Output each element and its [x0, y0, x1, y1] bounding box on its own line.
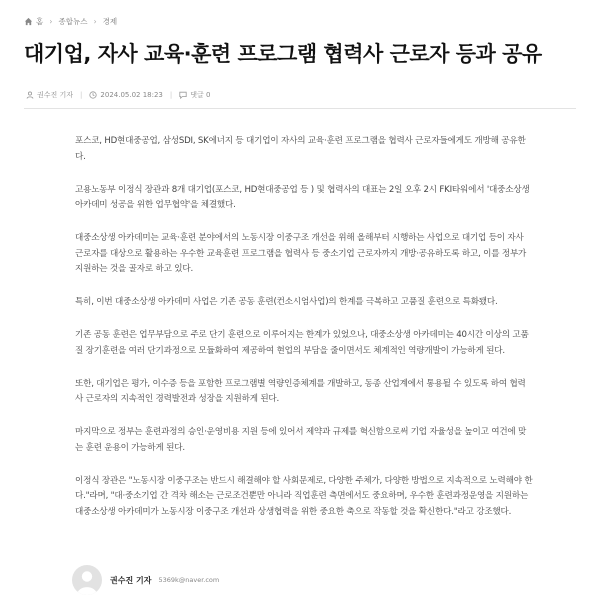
comment-count[interactable]: 댓글 0: [190, 91, 211, 99]
author-name[interactable]: 권수진 기자: [37, 91, 74, 99]
comment-icon: [179, 91, 187, 99]
article-paragraph: 기존 공동 훈련은 업무부담으로 주로 단기 훈련으로 이루어지는 한계가 있었으나, 대중소상생 아카데미는 40시간 이상의 고품질 장기훈련을 여러 단기과정으로 모듈화하여 제공하여 현업의 부담을 줄이면서도 체계적인 역량개발이 가능하게 된다.: [75, 330, 529, 356]
breadcrumb-home-link[interactable]: 홈: [36, 16, 44, 26]
publish-date: 2024.05.02 18:23: [100, 91, 163, 99]
article-meta: [26, 90, 210, 100]
breadcrumb-section-link[interactable]: 종합뉴스: [58, 16, 88, 26]
clock-icon: [89, 91, 97, 99]
meta-divider: |: [80, 91, 83, 99]
article-paragraph: 또한, 대기업은 평가, 이수증 등을 포함한 프로그램별 역량인증체계를 개발하고, 동종 산업계에서 통용될 수 있도록 하여 협력사 근로자의 지속적인 경력발전과 성장을 지원하게 된다.: [75, 378, 526, 404]
home-icon[interactable]: [24, 17, 33, 26]
article-body: [75, 134, 533, 538]
article-paragraph: 마지막으로 정부는 훈련과정의 승인·운영비용 지원 등에 있어서 제약과 규제를 혁신함으로써 기업 자율성을 높이고 여건에 맞는 훈련 운용이 가능하게 된다.: [75, 427, 527, 453]
article-paragraph: 고용노동부 이정식 장관과 8개 대기업(포스코, HD현대중공업 등 ) 및 협력사의 대표는 2일 오후 2시 FKI타워에서 '대중소상생 아카데미 성공을 위한 업무협약'을 체결했다.: [75, 184, 530, 210]
breadcrumb: [24, 14, 117, 28]
article-paragraph: 이정식 장관은 "노동시장 이중구조는 반드시 해결해야 할 사회문제로, 다양한 주체가, 다양한 방법으로 지속적으로 노력해야 한다."라며, "대·중소기업 간 격차 해소는 근로조건뿐만 아니라 직업훈련 측면에서도 중요하며, 우수한 훈련과정운영을 지원하는 대중소상생 아카데미가 노동시장 이중구조 개선과 상생협력을 위한 중요한 축으로 작동할 것을 확신한다."라고 강조했다.: [75, 475, 533, 517]
meta-divider: |: [169, 91, 173, 99]
breadcrumb-category-link[interactable]: 경제: [102, 16, 118, 26]
author-info: [26, 90, 73, 100]
author-box-name[interactable]: 권수진 기자: [110, 575, 152, 585]
article-paragraph: 특히, 이번 대중소상생 아카데미 사업은 기존 공동 훈련(컨소시엄사업)의 한계를 극복하고 고품질 훈련으로 특화됐다.: [75, 297, 498, 307]
date-info: [89, 91, 162, 99]
user-icon: [26, 91, 34, 99]
avatar[interactable]: [72, 565, 102, 595]
comment-info[interactable]: [179, 90, 210, 100]
author-email[interactable]: 5369k@naver.com: [158, 576, 220, 584]
article-paragraph: 대중소상생 아카데미는 교육·훈련 분야에서의 노동시장 이중구조 개선을 위해 올해부터 시행하는 사업으로 대기업 등이 자사 근로자를 대상으로 활용하는 우수한 교육훈련 프로그램을 협력사 등 중소기업 근로자까지 개방·공유하도록 하고, 이를 정부가 지원하는 것을 골자로 하고 있다.: [75, 233, 527, 274]
header-divider: [24, 108, 576, 109]
author-box: [72, 565, 219, 595]
user-silhouette-icon: [72, 565, 102, 595]
chevron-right-icon: ›: [49, 16, 53, 26]
article-paragraph: 포스코, HD현대중공업, 삼성SDI, SK에너지 등 대기업이 자사의 교육·훈련 프로그램을 협력사 근로자들에게도 개방해 공유한다.: [75, 136, 526, 162]
article-title: 대기업, 자사 교육·훈련 프로그램 협력사 근로자 등과 공유: [24, 42, 542, 66]
chevron-right-icon: ›: [93, 16, 97, 26]
